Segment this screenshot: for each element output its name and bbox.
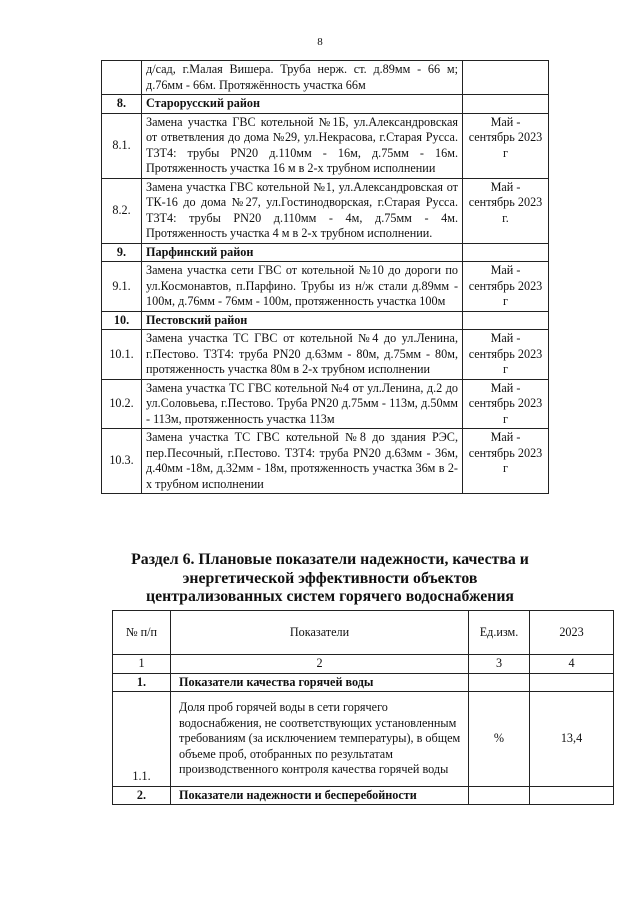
row-number: 9.	[102, 243, 142, 262]
work-period: Май - сентябрь 2023 г.	[463, 178, 549, 243]
page-number: 8	[317, 36, 323, 48]
district-name: Пестовский район	[142, 311, 463, 330]
work-period	[463, 95, 549, 114]
header-cell-unit: Ед.изм.	[469, 611, 530, 655]
indicator-group-row	[113, 786, 614, 805]
row-number: 8.1.	[102, 113, 142, 178]
col-number: 2	[171, 655, 469, 674]
indicator-number: 1.	[113, 673, 171, 692]
indicator-unit	[469, 673, 530, 692]
indicator-value	[530, 786, 614, 805]
work-row	[102, 178, 549, 243]
work-description: Замена участка ТС ГВС котельной №8 до здания РЭС, пер.Песочный, г.Пестово. Т3Т4: труба PN20 д.63мм - 36м, д.40мм -18м, д.32мм - 18м, протяженность участка 36м в 2-х трубном исполнении	[142, 429, 463, 494]
district-row	[102, 95, 549, 114]
col-number: 3	[469, 655, 530, 674]
row-number: 10.2.	[102, 379, 142, 429]
header-cell-year: 2023	[530, 611, 614, 655]
row-number	[102, 61, 142, 95]
work-description: д/сад, г.Малая Вишера. Труба нерж. ст. д.89мм - 66 м; д.76мм - 66м. Протяжённость участка 66м	[142, 61, 463, 95]
header-cell-name: Показатели	[171, 611, 469, 655]
row-number: 9.1.	[102, 262, 142, 312]
work-description: Замена участка сети ГВС от котельной №10 до дороги по ул.Космонавтов, п.Парфино. Трубы из н/ж стали д.89мм - 100м, д.76мм - 76мм - 100м, протяженность участка 100м	[142, 262, 463, 312]
indicator-number: 2.	[113, 786, 171, 805]
district-row	[102, 243, 549, 262]
indicator-group-row	[113, 673, 614, 692]
row-number: 10.	[102, 311, 142, 330]
work-period	[463, 61, 549, 95]
indicator-name: Показатели надежности и бесперебойности	[171, 786, 469, 805]
district-name: Старорусский район	[142, 95, 463, 114]
indicator-name: Показатели качества горячей воды	[171, 673, 469, 692]
indicator-number: 1.1.	[113, 692, 171, 787]
work-description: Замена участка ГВС котельной №1Б, ул.Александровская от ответвления до дома №29, ул.Некрасова, г.Старая Русса. Т3Т4: трубы PN20 д.110мм - 16м, д.75мм - 16м. Протяженность участка 16 м в 2-х трубном исполнении	[142, 113, 463, 178]
work-period: Май - сентябрь 2023 г	[463, 429, 549, 494]
header-row	[113, 611, 614, 655]
work-row	[102, 113, 549, 178]
indicator-row	[113, 692, 614, 787]
work-period: Май - сентябрь 2023 г	[463, 379, 549, 429]
work-description: Замена участка ТС ГВС от котельной №4 до ул.Ленина, г.Пестово. Т3Т4: труба PN20 д.63мм - 80м, д.75мм - 80м, протяженность участка 80м в 2-х трубном исполнении	[142, 330, 463, 380]
section-title: Раздел 6. Плановые показатели надежности, качества и энергетической эффективности объектов централизованных систем горячего водоснабжения	[131, 551, 529, 605]
row-number: 8.	[102, 95, 142, 114]
indicator-value	[530, 673, 614, 692]
row-number: 10.3.	[102, 429, 142, 494]
indicator-name: Доля проб горячей воды в сети горячего водоснабжения, не соответствующих установленным требованиям (за исключением температуры), в общем объеме проб, отобранных по результатам производственного контроля качества горячей воды	[171, 692, 469, 787]
work-period: Май - сентябрь 2023 г	[463, 330, 549, 380]
row-number: 10.1.	[102, 330, 142, 380]
indicator-unit: %	[469, 692, 530, 787]
work-period	[463, 311, 549, 330]
works-table	[101, 60, 549, 494]
work-row	[102, 379, 549, 429]
header-cell-num: № п/п	[113, 611, 171, 655]
indicator-unit	[469, 786, 530, 805]
work-description: Замена участка ТС ГВС котельной №4 от ул.Ленина, д.2 до ул.Соловьева, г.Пестово. Труба PN20 д.75мм - 113м, д.50мм - 113м, протяженность участка 113м	[142, 379, 463, 429]
work-period: Май - сентябрь 2023 г	[463, 262, 549, 312]
work-period	[463, 243, 549, 262]
col-number: 1	[113, 655, 171, 674]
district-name: Парфинский район	[142, 243, 463, 262]
work-row	[102, 262, 549, 312]
indicator-value: 13,4	[530, 692, 614, 787]
district-row	[102, 311, 549, 330]
work-row	[102, 330, 549, 380]
col-number: 4	[530, 655, 614, 674]
work-row	[102, 429, 549, 494]
column-number-row	[113, 655, 614, 674]
work-description: Замена участка ГВС котельной №1, ул.Александровская от ТК-16 до дома №27, ул.Гостинодворская, г.Старая Русса. Т3Т4: трубы PN20 д.110мм - 4м, д.75мм - 4м. Протяженность участка 4 м в 2-х трубном исполнении.	[142, 178, 463, 243]
work-period: Май - сентябрь 2023 г	[463, 113, 549, 178]
work-row	[102, 61, 549, 95]
indicators-table	[112, 610, 614, 805]
row-number: 8.2.	[102, 178, 142, 243]
